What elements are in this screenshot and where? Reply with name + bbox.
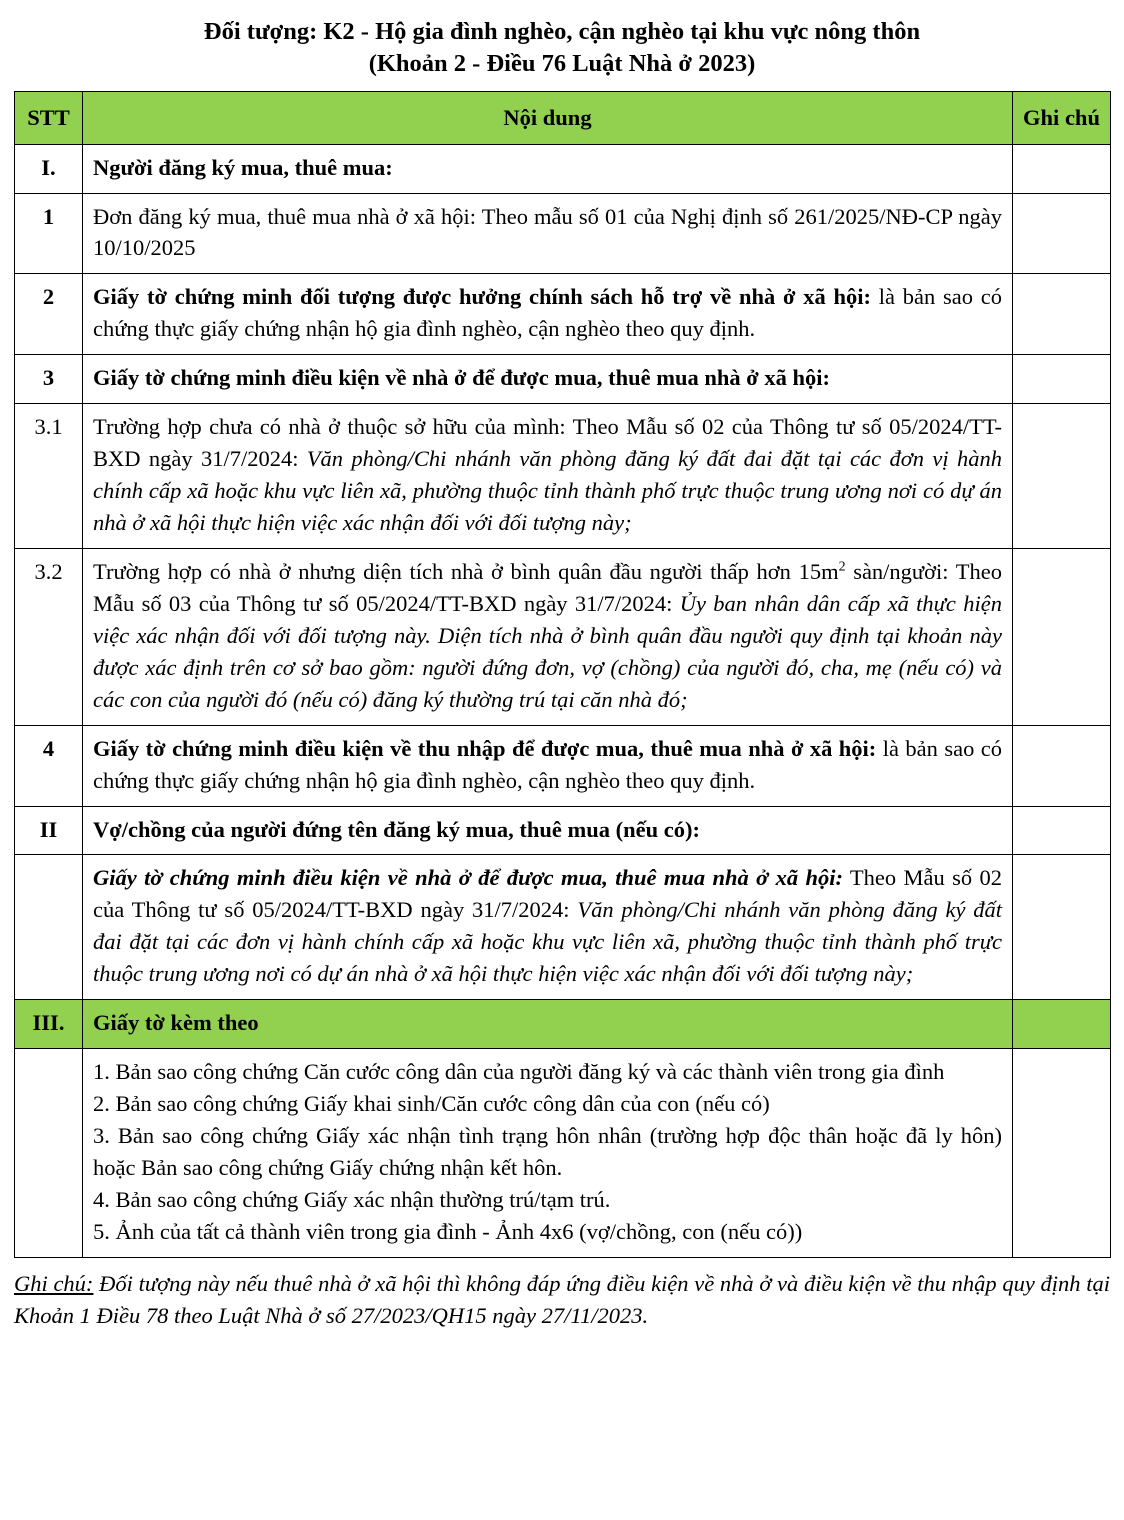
row-stt: 3.1: [15, 404, 83, 549]
column-header-noi-dung: Nội dung: [83, 91, 1013, 144]
row-content: [83, 1000, 1013, 1049]
page-title-line1: Đối tượng: K2 - Hộ gia đình nghèo, cận nghèo tại khu vực nông thôn: [203, 18, 921, 45]
row-content-text: Theo Mẫu số 02 của Thông tư số 05/2024/TT-BXD ngày 31/7/2024:: [93, 865, 1002, 923]
table-row: [15, 855, 1111, 1000]
list-item: 5. Ảnh của tất cả thành viên trong gia đình - Ảnh 4x6 (vợ/chồng, con (nếu có)): [93, 1218, 803, 1244]
row-content-bold-italic: Giấy tờ chứng minh điều kiện về nhà ở để được mua, thuê mua nhà ở xã hội:: [93, 865, 843, 891]
table-row: [15, 274, 1111, 355]
row-note: [1013, 1049, 1111, 1258]
row-note: [1013, 355, 1111, 404]
table-row: [15, 404, 1111, 549]
row-stt: II: [15, 806, 83, 855]
row-content-text-part1: Trường hợp có nhà ở nhưng diện tích nhà ở bình quân đầu người thấp hơn 15m: [93, 558, 839, 584]
row-note: [1013, 274, 1111, 355]
row-stt: I.: [15, 144, 83, 193]
row-note: [1013, 144, 1111, 193]
page-title: [14, 16, 1110, 81]
row-content-text: Đơn đăng ký mua, thuê mua nhà ở xã hội: Theo mẫu số 01 của Nghị định số 261/2025/NĐ-CP ngày 10/10/2025: [93, 203, 1002, 261]
table-header-row: [15, 91, 1111, 144]
row-stt: 3.2: [15, 548, 83, 725]
row-stt: III.: [15, 1000, 83, 1049]
table-row: [15, 144, 1111, 193]
row-content-bold: Giấy tờ chứng minh đối tượng được hưởng chính sách hỗ trợ về nhà ở xã hội:: [93, 284, 871, 310]
row-content: [83, 855, 1013, 1000]
row-content-text: là bản sao có chứng thực giấy chứng nhận hộ gia đình nghèo, cận nghèo theo quy định.: [93, 735, 1002, 793]
row-content-italic: Văn phòng/Chi nhánh văn phòng đăng ký đất đai đặt tại các đơn vị hành chính cấp xã hoặc khu vực liên xã, phường thuộc tỉnh thành phố trực thuộc trung ương nơi có dự án nhà ở xã hội thực hiện việc xác nhận đối với đối tượng này;: [93, 446, 1002, 536]
row-content: [83, 355, 1013, 404]
page-title-line2: (Khoản 2 - Điều 76 Luật Nhà ở 2023): [368, 50, 756, 78]
column-header-stt: STT: [15, 91, 83, 144]
list-item: 4. Bản sao công chứng Giấy xác nhận thường trú/tạm trú.: [93, 1186, 611, 1212]
row-note: [1013, 806, 1111, 855]
row-content: [83, 404, 1013, 549]
row-note: [1013, 855, 1111, 1000]
table-row: [15, 193, 1111, 274]
row-content: [83, 806, 1013, 855]
list-item: 3. Bản sao công chứng Giấy xác nhận tình trạng hôn nhân (trường hợp độc thân hoặc đã ly hôn) hoặc Bản sao công chứng Giấy chứng nhận kết hôn.: [93, 1123, 1002, 1180]
row-note: [1013, 193, 1111, 274]
row-content: [83, 144, 1013, 193]
row-stt: 3: [15, 355, 83, 404]
row-content-bold: Giấy tờ chứng minh điều kiện về nhà ở để được mua, thuê mua nhà ở xã hội:: [93, 365, 830, 391]
footer-note: [14, 1268, 1110, 1333]
row-content-italic: Ủy ban nhân dân cấp xã thực hiện việc xác nhận đối với đối tượng này. Diện tích nhà ở bình quân đầu người quy định tại khoản này được xác định trên cơ sở bao gồm: người đứng đơn, vợ (chồng) của người đó, cha, mẹ (nếu có) và các con của người đó (nếu có) đăng ký thường trú tại căn nhà đó;: [93, 590, 1002, 712]
row-content-italic: Văn phòng/Chi nhánh văn phòng đăng ký đất đai đặt tại các đơn vị hành chính cấp xã hoặc khu vực liên xã, phường thuộc tỉnh thành phố trực thuộc trung ương nơi có dự án nhà ở xã hội thực hiện việc xác nhận đối với đối tượng này;: [93, 897, 1002, 987]
row-stt: 1: [15, 193, 83, 274]
row-stt: [15, 855, 83, 1000]
footer-note-label: Ghi chú:: [14, 1270, 94, 1296]
table-row: [15, 1049, 1111, 1258]
row-stt: [15, 1049, 83, 1258]
row-stt: 2: [15, 274, 83, 355]
row-content-text: là bản sao có chứng thực giấy chứng nhận hộ gia đình nghèo, cận nghèo theo quy định.: [93, 284, 1002, 342]
row-note: [1013, 548, 1111, 725]
row-content-text-part2: sàn/người: Theo Mẫu số 03 của Thông tư số 05/2024/TT-BXD ngày 31/7/2024:: [93, 558, 1002, 616]
row-content-text: Trường hợp chưa có nhà ở thuộc sở hữu của mình: Theo Mẫu số 02 của Thông tư số 05/2024/TT-BXD ngày 31/7/2024:: [93, 414, 1002, 472]
row-note: [1013, 1000, 1111, 1049]
row-content-bold: Giấy tờ chứng minh điều kiện về thu nhập để được mua, thuê mua nhà ở xã hội:: [93, 735, 877, 761]
row-content-bold: Vợ/chồng của người đứng tên đăng ký mua, thuê mua (nếu có):: [93, 816, 701, 842]
row-content: [83, 193, 1013, 274]
table-row: [15, 548, 1111, 725]
list-item: 1. Bản sao công chứng Căn cước công dân của người đăng ký và các thành viên trong gia đình: [93, 1059, 945, 1085]
row-content-list: [83, 1049, 1013, 1258]
row-note: [1013, 725, 1111, 806]
table-row: [15, 806, 1111, 855]
row-content-bold: Giấy tờ kèm theo: [93, 1010, 259, 1036]
table-row: [15, 725, 1111, 806]
footer-note-text: Đối tượng này nếu thuê nhà ở xã hội thì không đáp ứng điều kiện về nhà ở và điều kiện về thu nhập quy định tại Khoản 1 Điều 78 theo Luật Nhà ở số 27/2023/QH15 ngày 27/11/2023.: [14, 1270, 1111, 1329]
row-content: [83, 725, 1013, 806]
table-row: [15, 355, 1111, 404]
row-content: [83, 548, 1013, 725]
row-content: [83, 274, 1013, 355]
requirements-table: [14, 91, 1111, 1258]
table-row-attachments-header: [15, 1000, 1111, 1049]
column-header-ghi-chu: Ghi chú: [1013, 91, 1111, 144]
list-item: 2. Bản sao công chứng Giấy khai sinh/Căn cước công dân của con (nếu có): [93, 1091, 770, 1117]
row-content-superscript: 2: [838, 559, 846, 575]
row-note: [1013, 404, 1111, 549]
row-content-bold: Người đăng ký mua, thuê mua:: [93, 154, 393, 180]
row-stt: 4: [15, 725, 83, 806]
